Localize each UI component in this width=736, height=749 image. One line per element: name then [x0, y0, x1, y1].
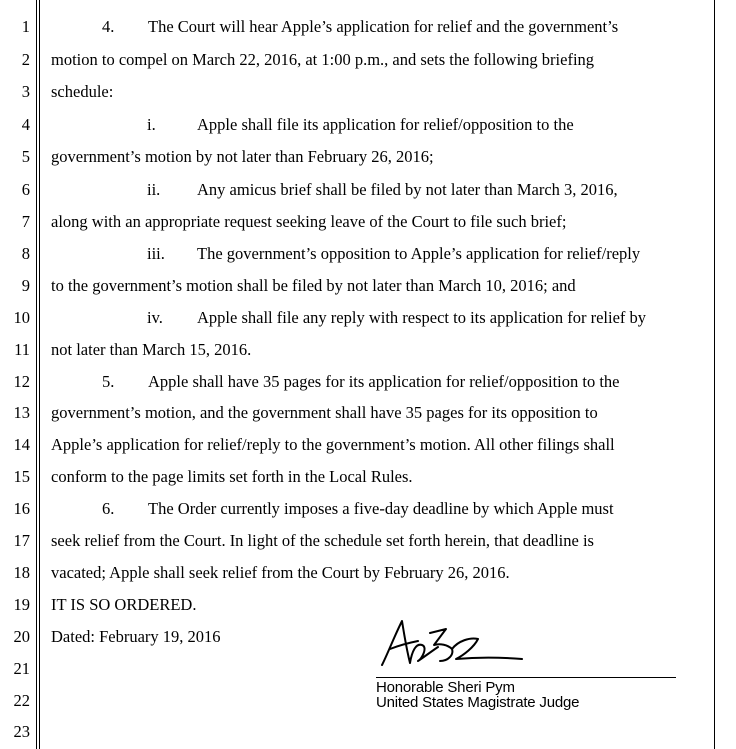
line-number: 3	[21, 82, 30, 101]
handwritten-signature	[378, 615, 528, 677]
dated-line: Dated: February 19, 2016	[51, 627, 221, 646]
body-text-line: vacated; Apple shall seek relief from the Court by February 26, 2016.	[51, 563, 510, 582]
body-text-line: government’s motion, and the government shall have 35 pages for its opposition to	[51, 403, 598, 422]
line-number: 15	[13, 467, 30, 486]
body-text-line: The government’s opposition to Apple’s application for relief/reply	[197, 244, 641, 263]
line-number: 5	[21, 147, 30, 166]
left-margin-rule-inner	[39, 0, 40, 749]
so-ordered-line: IT IS SO ORDERED.	[51, 595, 197, 614]
body-text-line: Any amicus brief shall be filed by not later than March 3, 2016,	[197, 180, 618, 199]
line-number: 13	[13, 403, 30, 422]
signature-line	[376, 677, 676, 678]
body-text-line: government’s motion by not later than February 26, 2016;	[51, 147, 434, 166]
body-text-line: not later than March 15, 2016.	[51, 340, 252, 359]
body-text-line: motion to compel on March 22, 2016, at 1:00 p.m., and sets the following briefing	[51, 50, 595, 69]
line-number: 14	[13, 435, 30, 454]
right-margin-rule	[714, 0, 715, 749]
line-number: 18	[13, 563, 30, 582]
line-number: 20	[13, 627, 30, 646]
body-text-line: Apple shall have 35 pages for its application for relief/opposition to the	[148, 372, 620, 391]
line-number: 9	[21, 276, 30, 295]
line-number: 23	[13, 722, 30, 741]
paragraph-number: 6.	[102, 499, 115, 518]
line-number: 6	[21, 180, 30, 199]
line-number: 11	[14, 340, 30, 359]
body-text-line: Apple’s application for relief/reply to the government’s motion. All other filings shall	[51, 435, 615, 454]
body-text-line: schedule:	[51, 82, 114, 101]
line-number: 1	[21, 17, 30, 36]
body-text-line: Apple shall file its application for relief/opposition to the	[197, 115, 574, 134]
line-number: 7	[21, 212, 30, 231]
line-number: 17	[13, 531, 30, 550]
paragraph-number: 4.	[102, 17, 115, 36]
line-number: 8	[21, 244, 30, 263]
line-number: 19	[13, 595, 30, 614]
list-item-number: iv.	[147, 308, 163, 327]
list-item-number: i.	[147, 115, 156, 134]
line-number: 4	[21, 115, 30, 134]
line-number: 21	[13, 659, 30, 678]
line-number: 2	[21, 50, 30, 69]
body-text-line: along with an appropriate request seeking leave of the Court to file such brief;	[51, 212, 567, 231]
judge-title: United States Magistrate Judge	[376, 694, 580, 711]
paragraph-number: 5.	[102, 372, 115, 391]
body-text-line: Apple shall file any reply with respect to its application for relief by	[197, 308, 647, 327]
judge-name: Honorable Sheri Pym	[376, 679, 515, 696]
line-number: 22	[13, 691, 30, 710]
left-margin-rule	[36, 0, 37, 749]
line-number: 10	[13, 308, 30, 327]
body-text-line: seek relief from the Court. In light of the schedule set forth herein, that deadline is	[51, 531, 594, 550]
line-number: 12	[13, 372, 30, 391]
body-text-line: conform to the page limits set forth in the Local Rules.	[51, 467, 413, 486]
line-number: 16	[13, 499, 30, 518]
body-text-line: The Court will hear Apple’s application for relief and the government’s	[148, 17, 619, 36]
list-item-number: iii.	[147, 244, 165, 263]
list-item-number: ii.	[147, 180, 161, 199]
body-text-line: The Order currently imposes a five-day deadline by which Apple must	[148, 499, 614, 518]
body-text-line: to the government’s motion shall be filed by not later than March 10, 2016; and	[51, 276, 576, 295]
